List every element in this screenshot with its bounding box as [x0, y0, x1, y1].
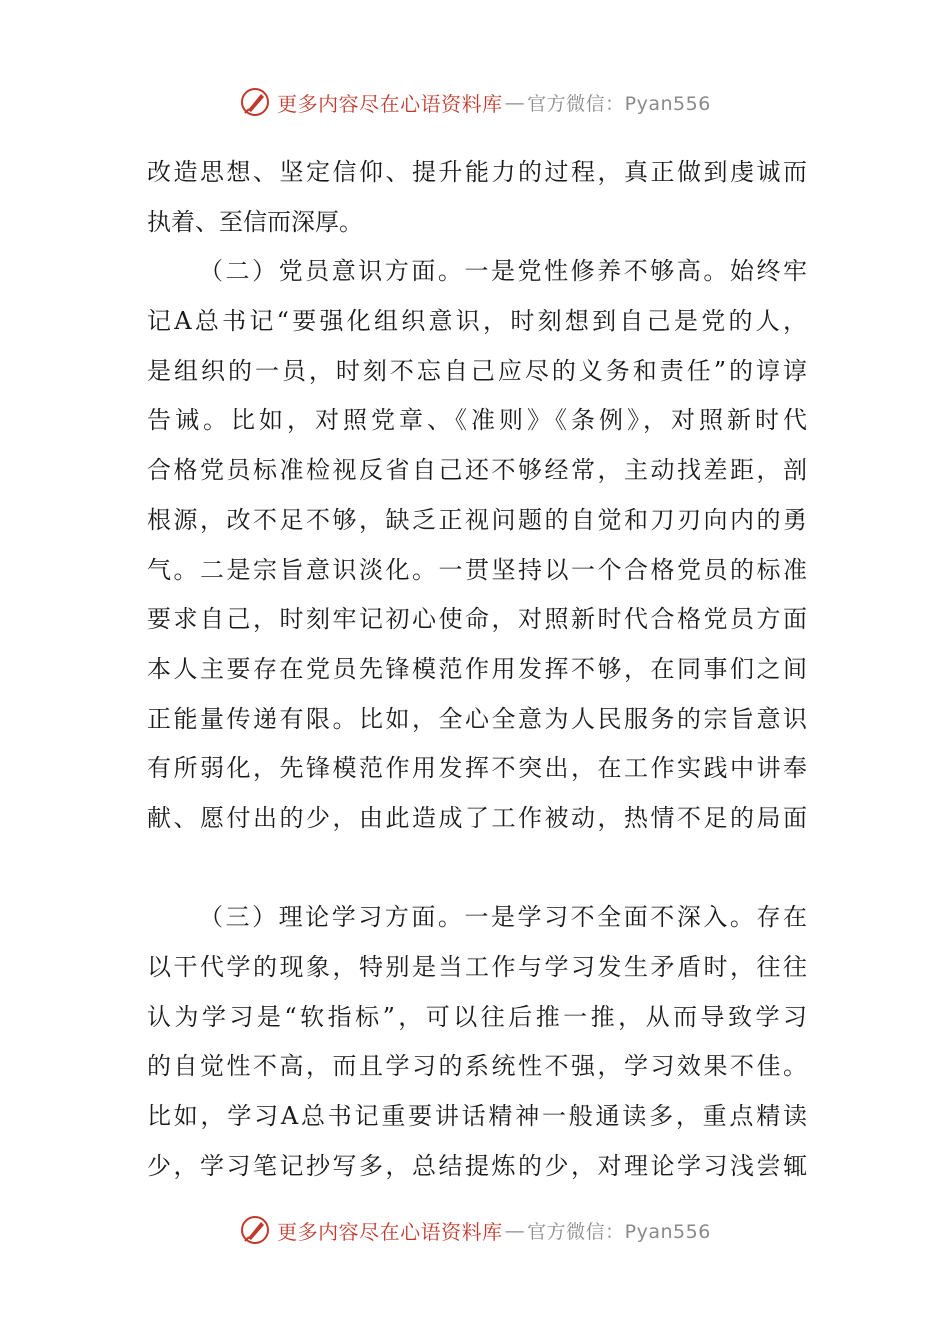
- text-line: 记A总书记“要强化组织意识，时刻想到自己是党的人，: [147, 307, 807, 336]
- text-line: （三）理论学习方面。一是学习不全面不深入。存在: [199, 903, 807, 932]
- text-line: （二）党员意识方面。一是党性修养不够高。始终牢: [199, 257, 807, 286]
- text-line: 正能量传递有限。比如，全心全意为人民服务的宗旨意识: [147, 704, 807, 733]
- text-line: 献、愿付出的少，由此造成了工作被动，热情不足的局面: [147, 803, 807, 832]
- watermark-separator: —: [504, 90, 526, 114]
- watermark-separator: —: [504, 1218, 526, 1242]
- quill-logo-icon: [239, 86, 271, 118]
- text-line: 是组织的一员，时刻不忘自己应尽的义务和责任”的谆谆: [147, 356, 807, 385]
- text-line: 的自觉性不高，而且学习的系统性不强，学习效果不佳。: [147, 1052, 807, 1081]
- paragraph-2: [147, 247, 807, 843]
- watermark-text: 更多内容尽在心语资料库: [277, 1219, 503, 1244]
- text-line: 比如，学习A总书记重要讲话精神一般通读多，重点精读: [147, 1102, 807, 1131]
- watermark-banner-bottom: [0, 1210, 950, 1250]
- text-line: 本人主要存在党员先锋模范作用发挥不够，在同事们之间: [147, 654, 807, 683]
- watermark-text: 更多内容尽在心语资料库: [277, 91, 503, 116]
- document-body: [147, 148, 807, 1191]
- text-line: 少，学习笔记抄写多，总结提炼的少，对理论学习浅尝辄: [147, 1151, 807, 1180]
- watermark-contact: 官方微信：Pyan556: [527, 1220, 711, 1243]
- text-line: 气。二是宗旨意识淡化。一贯坚持以一个合格党员的标准: [147, 555, 807, 584]
- watermark-contact: 官方微信：Pyan556: [527, 92, 711, 115]
- text-line: 执着、至信而深厚。: [147, 207, 363, 236]
- watermark-banner-top: [0, 82, 950, 122]
- quill-logo-icon: [239, 1214, 271, 1246]
- paragraph-gap: [147, 844, 807, 894]
- paragraph-1: [147, 148, 807, 247]
- text-line: 告诫。比如，对照党章、《准则》《条例》，对照新时代: [147, 406, 807, 435]
- text-line: 要求自己，时刻牢记初心使命，对照新时代合格党员方面: [147, 605, 807, 634]
- text-line: 合格党员标准检视反省自己还不够经常，主动找差距，剖: [147, 456, 807, 485]
- text-line: 有所弱化，先锋模范作用发挥不突出，在工作实践中讲奉: [147, 754, 807, 783]
- text-line: 根源，改不足不够，缺乏正视问题的自觉和刀刃向内的勇: [147, 505, 807, 534]
- text-line: 改造思想、坚定信仰、提升能力的过程，真正做到虔诚而: [147, 158, 807, 186]
- text-line: 认为学习是“软指标”，可以往后推一推，从而导致学习: [147, 1002, 807, 1031]
- text-line: 以干代学的现象，特别是当工作与学习发生矛盾时，往往: [147, 953, 807, 981]
- paragraph-3: [147, 893, 807, 1191]
